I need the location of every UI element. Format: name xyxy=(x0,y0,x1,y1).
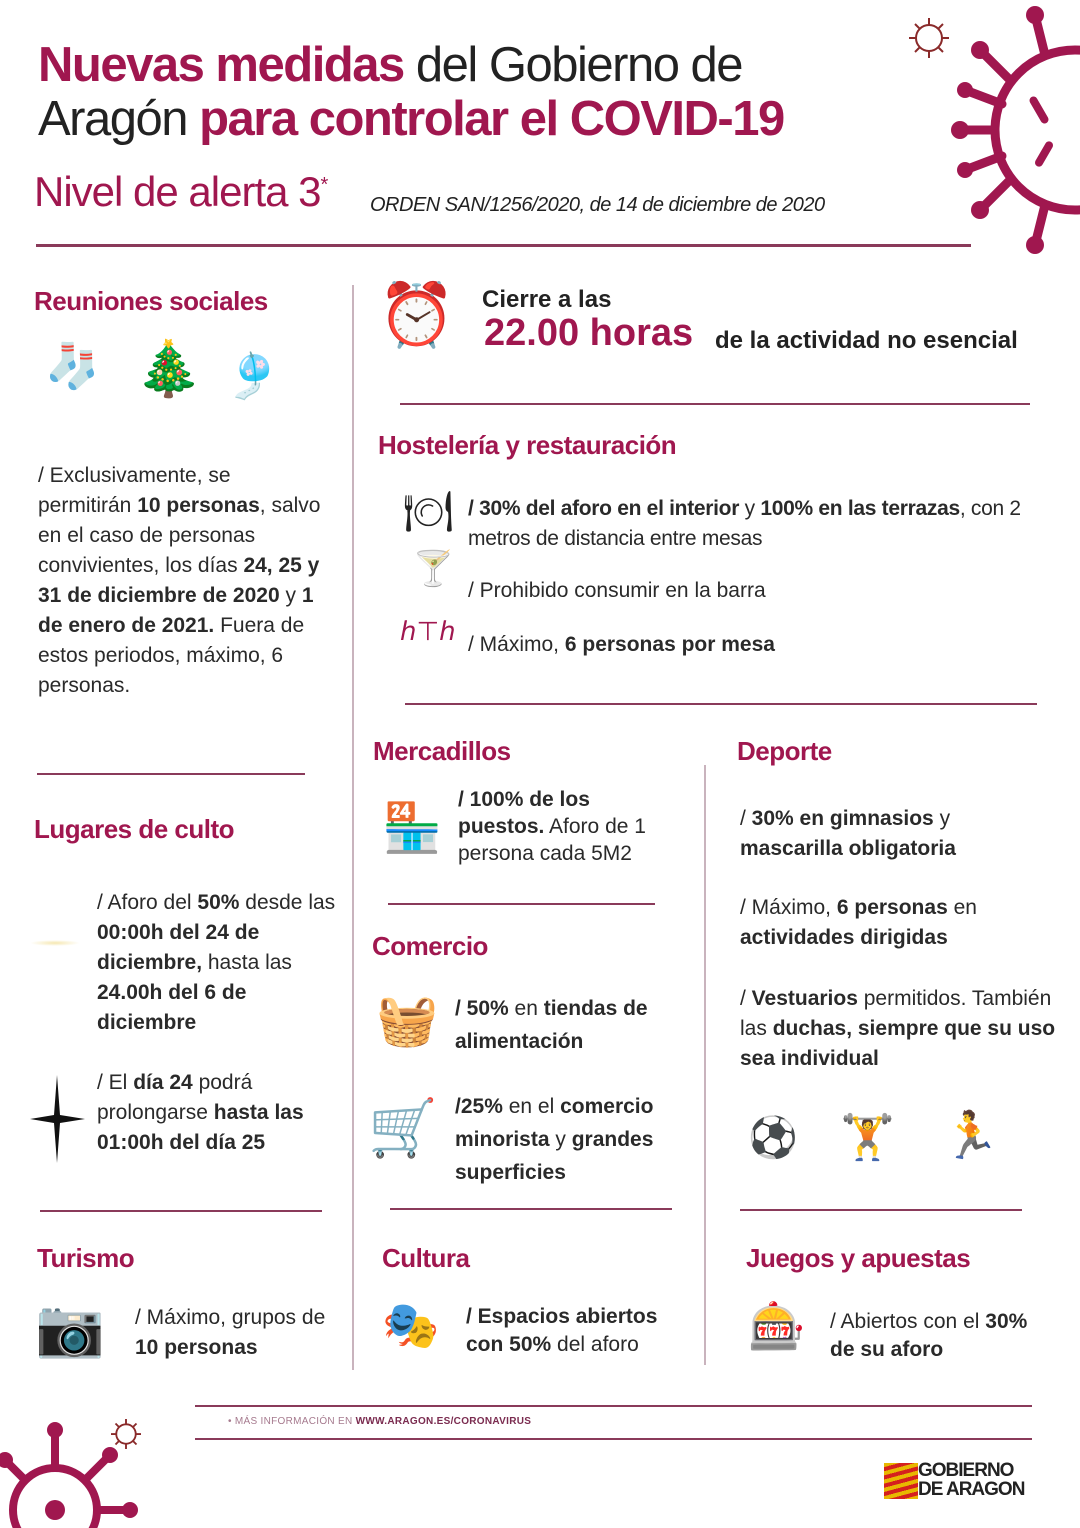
food-basket-icon: 🧺 xyxy=(376,992,439,1048)
cierre-rest: de la actividad no esencial xyxy=(715,327,1018,354)
small-virus-bottom-icon xyxy=(108,1416,144,1452)
cierre-time: 22.00 horas xyxy=(484,312,694,354)
text-segment: 6 personas xyxy=(836,896,948,919)
text-segment: 100% en las terrazas xyxy=(760,497,960,520)
text-segment: del Gobierno de xyxy=(403,38,743,92)
text-segment: Aragón xyxy=(38,92,200,146)
light-glow-icon xyxy=(30,940,80,946)
text-segment: 00:00h del 24 de diciembre, xyxy=(97,921,260,974)
text-segment: permitidos. También las xyxy=(740,987,1052,1040)
text-segment: 30% en gimnasios xyxy=(751,807,934,830)
deporte-text-1 xyxy=(740,804,1040,864)
text-segment: / Abiertos con el xyxy=(830,1310,986,1333)
hosteleria-item xyxy=(468,576,766,606)
culto-text-2 xyxy=(97,1068,347,1158)
weightlifting-icon: 🏋 xyxy=(840,1113,895,1162)
section-title-comercio: Comercio xyxy=(372,931,488,961)
hosteleria-item xyxy=(468,494,1048,554)
text-segment: 10 personas xyxy=(135,1336,258,1359)
text-segment: / 30% del aforo en el interior xyxy=(468,497,740,520)
comercio-text-2 xyxy=(455,1090,700,1189)
camera-icon: 📷 xyxy=(35,1296,105,1359)
text-segment: en xyxy=(508,997,544,1020)
comercio-text-1 xyxy=(455,992,695,1058)
text-segment: / Prohibido consumir en la barra xyxy=(468,579,766,602)
hosteleria-item xyxy=(468,630,775,660)
title-line-1 xyxy=(38,38,784,92)
title-line-2 xyxy=(38,92,784,146)
more-info-label: • MÁS INFORMACIÓN EN xyxy=(228,1416,356,1427)
text-segment: y xyxy=(549,1128,572,1151)
text-segment: 1 de enero de 2021. xyxy=(38,584,314,637)
theater-masks-icon: 🎭 xyxy=(382,1299,440,1351)
text-segment: Fuera de estos periodos, máximo, 6 personas. xyxy=(38,614,305,697)
serving-cloche-icon: 🍽 xyxy=(403,490,454,534)
cierre-line: Cierre a las xyxy=(482,286,612,313)
juegos-text xyxy=(830,1308,1030,1364)
text-segment: actividades dirigidas xyxy=(740,926,948,949)
alarm-clock-icon: ⏰ xyxy=(378,281,456,350)
section-title-juegos: Juegos y apuestas xyxy=(746,1243,971,1273)
divider xyxy=(400,403,1030,405)
divider xyxy=(40,1210,322,1212)
text-segment: del aforo xyxy=(551,1333,639,1356)
runner-icon: 🏃 xyxy=(942,1109,1000,1161)
divider xyxy=(740,1209,1022,1211)
footer-divider-top xyxy=(195,1405,1032,1407)
divider xyxy=(37,773,305,775)
text-segment: , con 2 metros de distancia entre mesas xyxy=(468,497,1021,550)
shopping-cart-icon: 🛒 xyxy=(368,1096,438,1159)
market-stall-icon: 🏪 xyxy=(382,802,442,855)
more-info-link[interactable]: WWW.ARAGON.ES/CORONAVIRUS xyxy=(355,1416,532,1427)
section-title-mercadillos: Mercadillos xyxy=(373,736,511,766)
divider xyxy=(390,1208,672,1210)
poker-chips-icon: 🎰 xyxy=(748,1300,806,1352)
divider xyxy=(388,903,655,905)
section-title-turismo: Turismo xyxy=(37,1243,135,1273)
text-segment: 24, 25 y 31 de diciembre de 2020 xyxy=(38,554,320,607)
text-segment: / Máximo, grupos de xyxy=(135,1306,326,1329)
text-segment: día 24 xyxy=(133,1071,193,1094)
text-segment: comercio minorista xyxy=(455,1095,654,1151)
divider xyxy=(405,703,1037,705)
text-segment: 10 personas xyxy=(137,494,260,517)
alert-level-text: Nivel de alerta 3 xyxy=(34,168,321,215)
logo-line-2: DE ARAGON xyxy=(918,1479,1025,1500)
text-segment: 24.00h del 6 de diciembre xyxy=(97,981,247,1034)
text-segment: /25% xyxy=(455,1095,503,1118)
small-virus-icon xyxy=(905,14,953,62)
virus-illustration-icon xyxy=(940,0,1080,265)
text-segment: 6 personas por mesa xyxy=(564,633,775,656)
ornaments-icon: 🎐 xyxy=(225,352,280,401)
text-segment: / 100% de los puestos. xyxy=(458,788,590,838)
alert-asterisk: * xyxy=(320,174,328,196)
text-segment: y xyxy=(933,807,951,830)
text-segment: Nuevas medidas xyxy=(38,38,404,92)
text-segment: para controlar el COVID-19 xyxy=(199,92,784,146)
text-segment: grandes superficies xyxy=(455,1128,654,1184)
cocktail-icon: 🍸 xyxy=(412,550,455,588)
section-title-reuniones: Reuniones sociales xyxy=(34,286,268,316)
more-info xyxy=(228,1416,531,1427)
section-title-deporte: Deporte xyxy=(737,736,832,766)
text-segment: en xyxy=(947,896,977,919)
text-segment: / El xyxy=(97,1071,134,1094)
text-segment: mascarilla obligatoria xyxy=(740,837,956,860)
gobierno-aragon-logo xyxy=(918,1461,1024,1499)
text-segment: tiendas de alimentación xyxy=(455,997,648,1053)
text-segment: / Máximo, xyxy=(468,633,565,656)
text-segment: , salvo en el caso de personas convivientes, los días xyxy=(38,494,321,577)
stocking-icon: 🧦 xyxy=(45,342,100,391)
text-segment: Vestuarios xyxy=(751,987,858,1010)
text-segment: podrá prolongarse xyxy=(97,1071,253,1124)
star-icon xyxy=(30,1075,85,1163)
christmas-tree-icon: 🎄 xyxy=(135,339,203,399)
text-segment: y xyxy=(279,584,302,607)
text-segment: / Exclusivamente, se permitirán xyxy=(38,464,231,517)
text-segment: hasta las 01:00h del día 25 xyxy=(97,1101,304,1154)
text-segment: / Máximo, xyxy=(740,896,837,919)
logo-line-1: GOBIERNO xyxy=(918,1460,1014,1481)
column-divider-1 xyxy=(352,285,354,1370)
text-segment: / 50% xyxy=(455,997,509,1020)
text-segment: / Aforo del xyxy=(97,891,198,914)
text-segment: 30% de su aforo xyxy=(830,1310,1028,1361)
text-segment: / Espacios abiertos con 50% xyxy=(466,1305,658,1356)
text-segment: 50% xyxy=(197,891,240,914)
deporte-text-2 xyxy=(740,893,1040,953)
text-segment: hasta las xyxy=(202,951,292,974)
section-title-cultura: Cultura xyxy=(382,1243,470,1273)
cultura-text xyxy=(466,1303,696,1359)
aragon-flag-icon xyxy=(884,1463,918,1499)
turismo-text xyxy=(135,1303,345,1363)
text-segment: / xyxy=(740,987,752,1010)
soccer-ball-icon: ⚽ xyxy=(748,1116,798,1160)
footer-divider-bottom xyxy=(195,1438,1032,1440)
text-segment: en el xyxy=(502,1095,561,1118)
mercadillos-text xyxy=(458,786,678,867)
alert-level xyxy=(34,168,327,216)
column-divider-2 xyxy=(704,765,706,1365)
order-reference: ORDEN SAN/1256/2020, de 14 de diciembre de 2020 xyxy=(370,194,825,216)
table-chairs-icon: ℎ⊤ℎ xyxy=(400,616,456,646)
text-segment: / xyxy=(740,807,752,830)
section-title-culto: Lugares de culto xyxy=(34,814,235,844)
deporte-text-3 xyxy=(740,984,1060,1074)
page-title xyxy=(38,38,784,146)
text-segment: duchas, siempre que su uso sea individual xyxy=(740,1017,1056,1070)
text-segment: desde las xyxy=(239,891,336,914)
header-divider xyxy=(36,244,971,247)
reuniones-text xyxy=(38,461,328,701)
text-segment: y xyxy=(739,497,761,520)
culto-text-1 xyxy=(97,888,347,1038)
text-segment: Aforo de 1 persona cada 5M2 xyxy=(458,815,646,865)
section-title-hosteleria: Hostelería y restauración xyxy=(378,430,677,460)
